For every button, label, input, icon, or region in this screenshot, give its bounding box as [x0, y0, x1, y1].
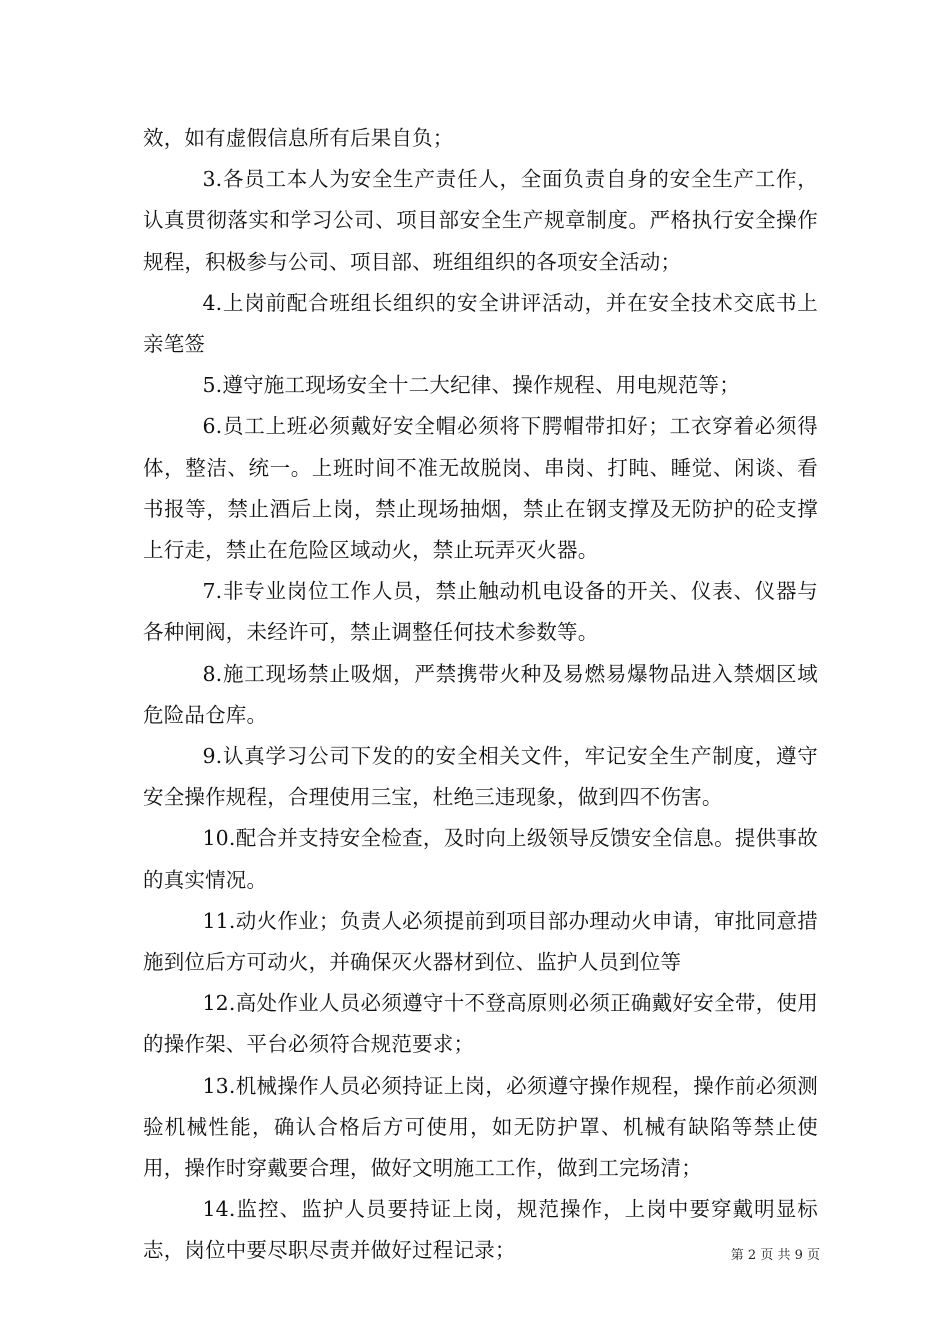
paragraph-continuation: 效，如有虚假信息所有后果自负； [143, 126, 454, 150]
paragraph-item-8: 8.施工现场禁止吸烟，严禁携带火种及易燃易爆物品进入禁烟区域危险品仓库。 [143, 661, 818, 727]
paragraph-item-5: 5.遵守施工现场安全十二大纪律、操作规程、用电规范等； [202, 373, 740, 398]
page-number-footer: 第 2 页 共 9 页 [730, 1248, 820, 1263]
document-body [143, 118, 818, 1272]
paragraph-item-11: 11.动火作业；负责人必须提前到项目部办理动火申请，审批同意措施到位后方可动火，并确保灭火器材到位、监护人员到位等 [143, 908, 818, 975]
paragraph-item-9: 9.认真学习公司下发的的安全相关文件，牢记安全生产制度，遵守安全操作规程，合理使用三宝，杜绝三违现象，做到四不伤害。 [143, 744, 818, 810]
paragraph-item-13: 13.机械操作人员必须持证上岗，必须遵守操作规程，操作前必须测验机械性能，确认合格后方可使用，如无防护罩、机械有缺陷等禁止使用，操作时穿戴要合理，做好文明施工工作，做到工完场清； [143, 1073, 818, 1181]
paragraph-item-12: 12.高处作业人员必须遵守十不登高原则必须正确戴好安全带，使用的操作架、平台必须符合规范要求； [143, 991, 818, 1057]
paragraph-item-10: 10.配合并支持安全检查，及时向上级领导反馈安全信息。提供事故的真实情况。 [143, 826, 818, 892]
paragraph-item-6: 6.员工上班必须戴好安全帽必须将下腭帽带扣好；工衣穿着必须得体，整洁、统一。上班时间不准无故脱岗、串岗、打盹、睡觉、闲谈、看书报等，禁止酒后上岗，禁止现场抽烟，禁止在钢支撑及无防护的砼支撑上行走，禁止在危险区域动火，禁止玩弄灭火器。 [143, 414, 818, 563]
paragraph-item-4: 4.上岗前配合班组长组织的安全讲评活动，并在安全技术交底书上亲笔签 [143, 290, 818, 357]
paragraph-item-14: 14.监控、监护人员要持证上岗，规范操作，上岗中要穿戴明显标志，岗位中要尽职尽责并做好过程记录； [143, 1197, 818, 1263]
paragraph-item-3: 3.各员工本人为安全生产责任人，全面负责自身的安全生产工作，认真贯彻落实和学习公司、项目部安全生产规章制度。严格执行安全操作规程，积极参与公司、项目部、班组组织的各项安全活动； [143, 167, 818, 274]
paragraph-item-7: 7.非专业岗位工作人员，禁止触动机电设备的开关、仪表、仪器与各种闸阀，未经许可，禁止调整任何技术参数等。 [143, 579, 818, 645]
